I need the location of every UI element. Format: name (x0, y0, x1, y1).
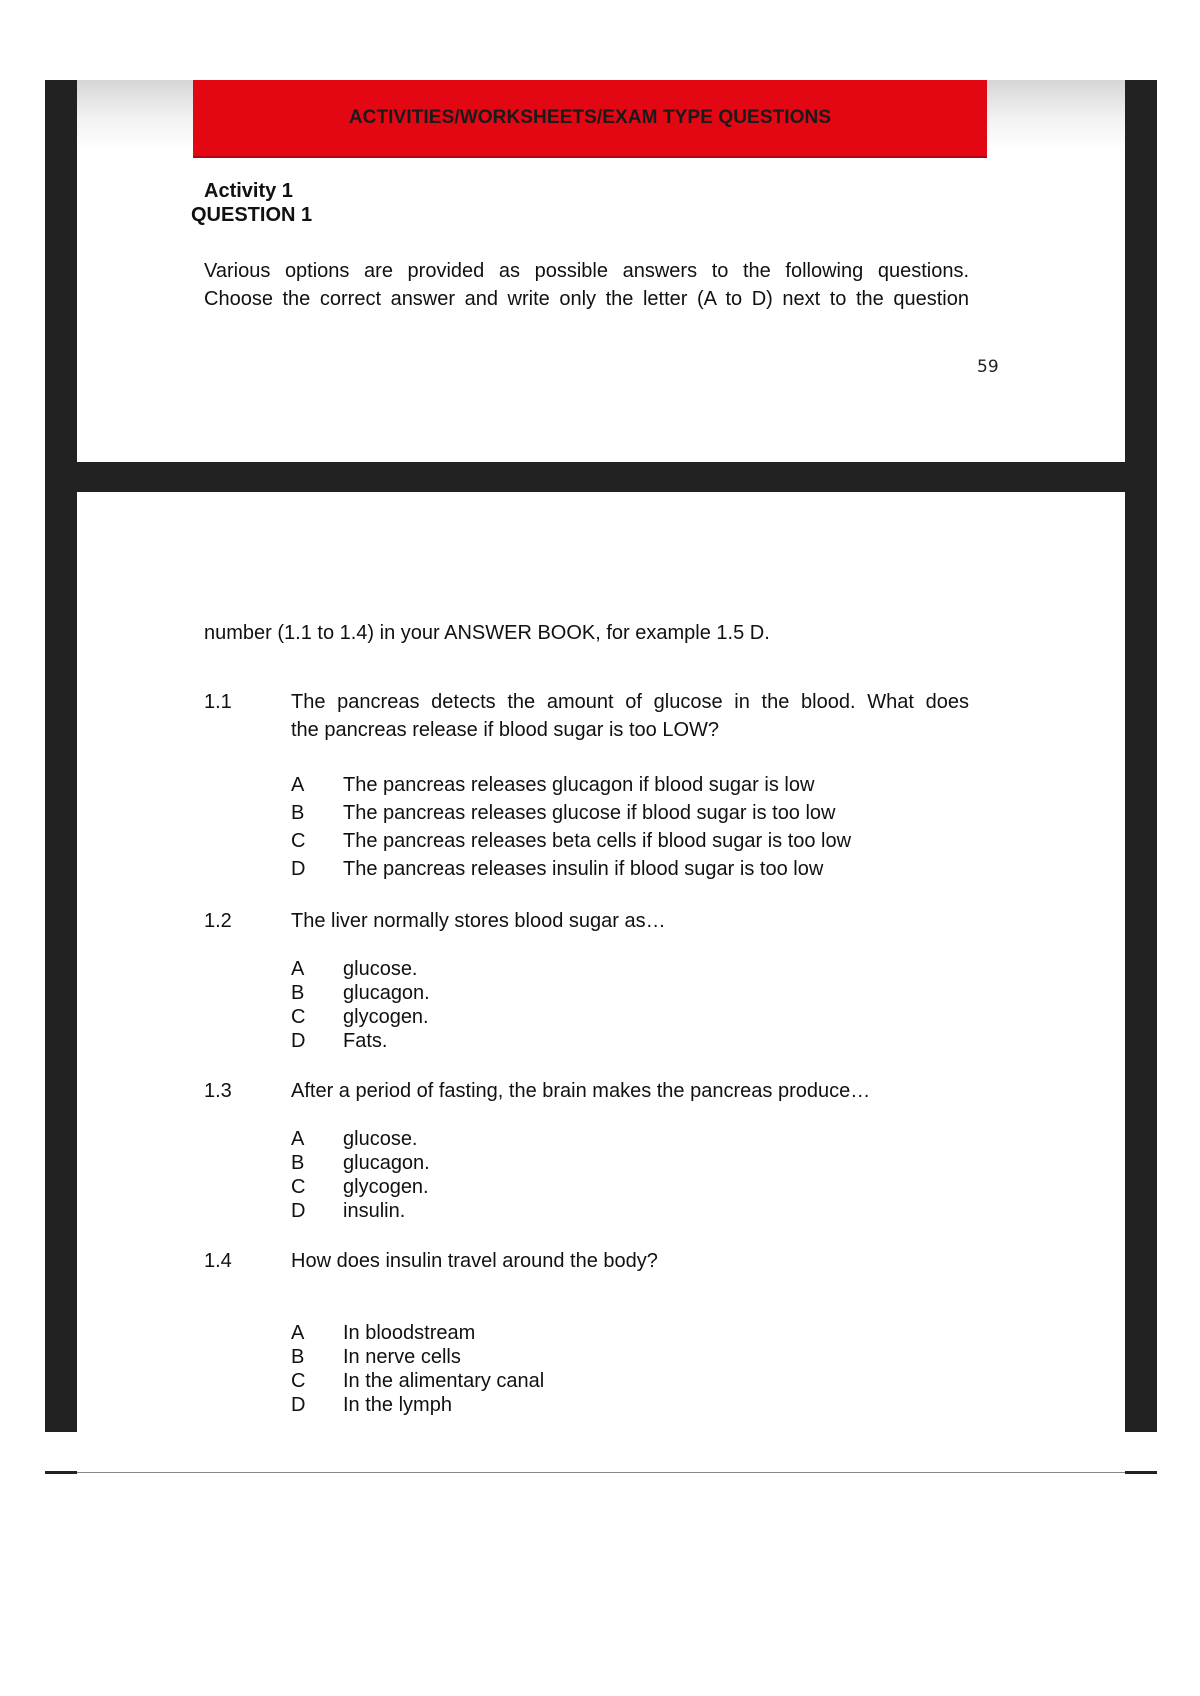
option-letter: C (291, 1370, 306, 1392)
option-letter: C (291, 1176, 306, 1198)
banner-title: ACTIVITIES/WORKSHEETS/EXAM TYPE QUESTIONS (348, 107, 832, 128)
question-number: 1.3 (204, 1080, 232, 1102)
option-text: glucose. (343, 1128, 418, 1150)
instructions-line-2: Choose the correct answer and write only the letter (A to D) next to the question (204, 288, 969, 310)
option-text: glucagon. (343, 1152, 430, 1174)
option-text: In bloodstream (343, 1322, 476, 1344)
option-text: In the lymph (343, 1394, 452, 1416)
question-text: How does insulin travel around the body? (291, 1250, 658, 1272)
option-letter: A (291, 1322, 305, 1344)
option-text: The pancreas releases glucagon if blood sugar is low (343, 774, 815, 796)
option-letter: D (291, 1030, 306, 1052)
option-text: glycogen. (343, 1006, 429, 1028)
option-letter: B (291, 1152, 305, 1174)
option-letter: C (291, 830, 306, 852)
question-text: The liver normally stores blood sugar as… (291, 910, 666, 932)
option-letter: A (291, 958, 305, 980)
option-text: In nerve cells (343, 1346, 461, 1368)
option-letter: A (291, 1128, 305, 1150)
option-letter: C (291, 1006, 306, 1028)
option-letter: B (291, 982, 305, 1004)
activity-label: Activity 1 (204, 180, 293, 202)
question-number: 1.4 (204, 1250, 232, 1272)
option-text: Fats. (343, 1030, 388, 1052)
option-text: The pancreas releases insulin if blood sugar is too low (343, 858, 824, 880)
option-letter: B (291, 1346, 305, 1368)
option-text: glycogen. (343, 1176, 429, 1198)
option-letter: D (291, 1394, 306, 1416)
question-heading: QUESTION 1 (191, 204, 313, 226)
separator-tick-left (45, 1471, 77, 1474)
section-banner (193, 80, 987, 158)
option-letter: B (291, 802, 305, 824)
option-text: insulin. (343, 1200, 406, 1222)
instructions-line-3: number (1.1 to 1.4) in your ANSWER BOOK, for example 1.5 D. (204, 622, 770, 644)
page-separator-line (45, 1472, 1157, 1473)
option-text: In the alimentary canal (343, 1370, 545, 1392)
option-text: glucagon. (343, 982, 430, 1004)
option-letter: D (291, 1200, 306, 1222)
question-number: 1.1 (204, 691, 232, 713)
question-text: the pancreas release if blood sugar is too LOW? (291, 719, 720, 741)
option-letter: D (291, 858, 306, 880)
question-number: 1.2 (204, 910, 232, 932)
page-number: 59 (977, 357, 999, 377)
option-text: The pancreas releases glucose if blood sugar is too low (343, 802, 836, 824)
separator-tick-right (1125, 1471, 1157, 1474)
instructions-line-1: Various options are provided as possible answers to the following questions. (204, 260, 969, 282)
question-text: The pancreas detects the amount of glucose in the blood. What does (291, 691, 969, 713)
question-text: After a period of fasting, the brain makes the pancreas produce… (291, 1080, 871, 1102)
option-text: glucose. (343, 958, 418, 980)
option-text: The pancreas releases beta cells if blood sugar is too low (343, 830, 852, 852)
option-letter: A (291, 774, 305, 796)
